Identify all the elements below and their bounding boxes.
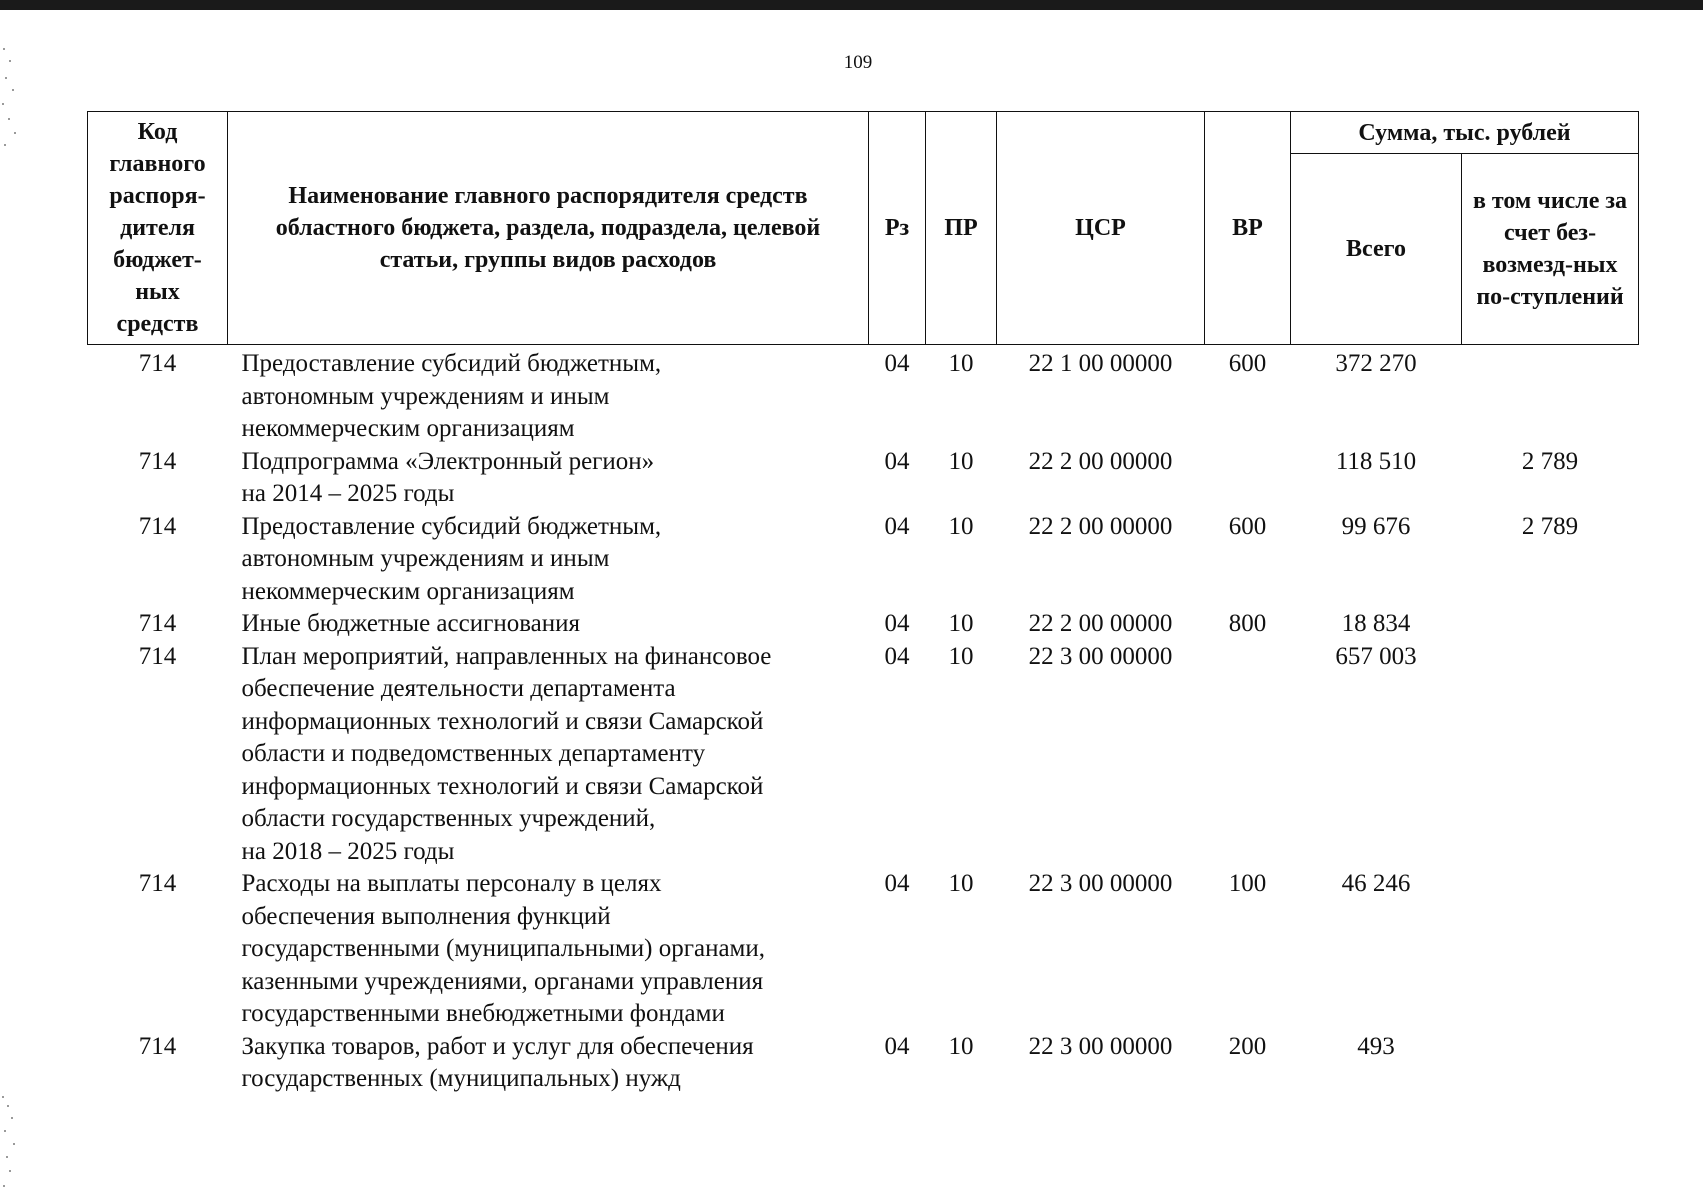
cell-pr: 10 bbox=[948, 447, 974, 475]
cell-csr: 22 2 00 00000 bbox=[1028, 512, 1173, 540]
cell-code: 714 bbox=[138, 1032, 177, 1060]
cell-pr: 10 bbox=[948, 610, 974, 637]
table-row bbox=[88, 345, 1639, 446]
cell-vr: 600 bbox=[1228, 512, 1267, 540]
cell-pr: 10 bbox=[948, 870, 974, 897]
cell-pr: 10 bbox=[948, 512, 974, 540]
cell-total: 18 834 bbox=[1341, 610, 1411, 637]
cell-free-receipts bbox=[1462, 608, 1639, 641]
table-row bbox=[88, 511, 1639, 609]
scan-top-border bbox=[0, 0, 1703, 10]
header-free-receipts: в том числе за счет без-возмезд-ных по-ступлений bbox=[1462, 154, 1639, 345]
cell-name: Предоставление субсидий бюджетным, автономным учреждениям и иным некоммерческим организациям bbox=[241, 350, 662, 442]
header-pr: ПР bbox=[926, 112, 997, 345]
cell-name: План мероприятий, направленных на финансовое обеспечение деятельности департамента информационных технологий и связи Самарской области и подведомственных департаменту информационных технологий и связи Самарской области государственных учреждений, на 2018 – 2025 годы bbox=[241, 642, 772, 865]
cell-csr: 22 3 00 00000 bbox=[1028, 1032, 1173, 1060]
cell-pr: 10 bbox=[948, 1032, 974, 1060]
cell-vr: 600 bbox=[1228, 350, 1267, 377]
cell-pr: 10 bbox=[948, 642, 974, 670]
header-vr: ВР bbox=[1205, 112, 1291, 345]
cell-csr: 22 2 00 00000 bbox=[1028, 610, 1173, 637]
cell-rz: 04 bbox=[884, 870, 910, 897]
cell-name: Иные бюджетные ассигнования bbox=[241, 610, 581, 637]
header-rz: Рз bbox=[869, 112, 926, 345]
cell-csr: 22 3 00 00000 bbox=[1028, 642, 1173, 670]
cell-code: 714 bbox=[138, 350, 177, 377]
cell-vr: 100 bbox=[1228, 870, 1267, 897]
table-row bbox=[88, 1031, 1639, 1096]
header-name: Наименование главного распорядителя средств областного бюджета, раздела, подраздела, целевой статьи, группы видов расходов bbox=[228, 112, 869, 345]
budget-expenditure-table bbox=[87, 111, 1639, 1096]
cell-vr: 200 bbox=[1228, 1032, 1267, 1060]
cell-csr: 22 2 00 00000 bbox=[1028, 447, 1173, 475]
header-csr: ЦСР bbox=[997, 112, 1205, 345]
cell-rz: 04 bbox=[884, 610, 910, 637]
table-row bbox=[88, 608, 1639, 641]
cell-total: 657 003 bbox=[1335, 642, 1417, 670]
cell-code: 714 bbox=[138, 447, 177, 475]
cell-pr: 10 bbox=[948, 350, 974, 377]
cell-code: 714 bbox=[138, 870, 177, 897]
cell-total: 493 bbox=[1357, 1032, 1395, 1060]
cell-vr bbox=[1205, 446, 1291, 511]
table-body bbox=[88, 345, 1639, 1096]
cell-vr bbox=[1205, 641, 1291, 869]
cell-rz: 04 bbox=[884, 447, 910, 475]
cell-rz: 04 bbox=[884, 350, 910, 377]
header-total: Всего bbox=[1291, 154, 1462, 345]
table-row bbox=[88, 446, 1639, 511]
cell-vr: 800 bbox=[1228, 610, 1267, 637]
cell-free-receipts: 2 789 bbox=[1521, 447, 1579, 475]
cell-code: 714 bbox=[138, 642, 177, 670]
cell-free-receipts bbox=[1462, 1031, 1639, 1096]
cell-code: 714 bbox=[138, 610, 177, 637]
cell-rz: 04 bbox=[884, 642, 910, 670]
page-number: 109 bbox=[843, 52, 873, 73]
cell-free-receipts bbox=[1462, 345, 1639, 446]
cell-name: Подпрограмма «Электронный регион» на 2014 – 2025 годы bbox=[241, 447, 655, 507]
cell-rz: 04 bbox=[884, 512, 910, 540]
header-code: Код главного распоря-дителя бюджет-ных средств bbox=[88, 112, 228, 345]
scan-edge-noise-bottom bbox=[0, 1090, 18, 1200]
cell-total: 99 676 bbox=[1341, 512, 1411, 540]
table-row bbox=[88, 868, 1639, 1031]
table-header bbox=[88, 112, 1639, 345]
cell-free-receipts bbox=[1462, 868, 1639, 1031]
cell-free-receipts: 2 789 bbox=[1521, 512, 1579, 540]
header-sum-group: Сумма, тыс. рублей bbox=[1291, 112, 1639, 154]
cell-total: 46 246 bbox=[1341, 870, 1411, 897]
cell-csr: 22 3 00 00000 bbox=[1028, 870, 1173, 897]
cell-name: Предоставление субсидий бюджетным, автономным учреждениям и иным некоммерческим организациям bbox=[241, 512, 662, 605]
cell-name: Закупка товаров, работ и услуг для обеспечения государственных (муниципальных) нужд bbox=[241, 1032, 754, 1092]
cell-total: 118 510 bbox=[1335, 447, 1417, 475]
cell-rz: 04 bbox=[884, 1032, 910, 1060]
cell-csr: 22 1 00 00000 bbox=[1028, 350, 1173, 377]
cell-total: 372 270 bbox=[1335, 350, 1417, 377]
cell-free-receipts bbox=[1462, 641, 1639, 869]
cell-code: 714 bbox=[138, 512, 177, 540]
cell-name: Расходы на выплаты персоналу в целях обеспечения выполнения функций государственными (муниципальными) органами, казенными учреждениями, органами управления государственными внебюджетными фондами bbox=[241, 870, 765, 1027]
table-row bbox=[88, 641, 1639, 869]
